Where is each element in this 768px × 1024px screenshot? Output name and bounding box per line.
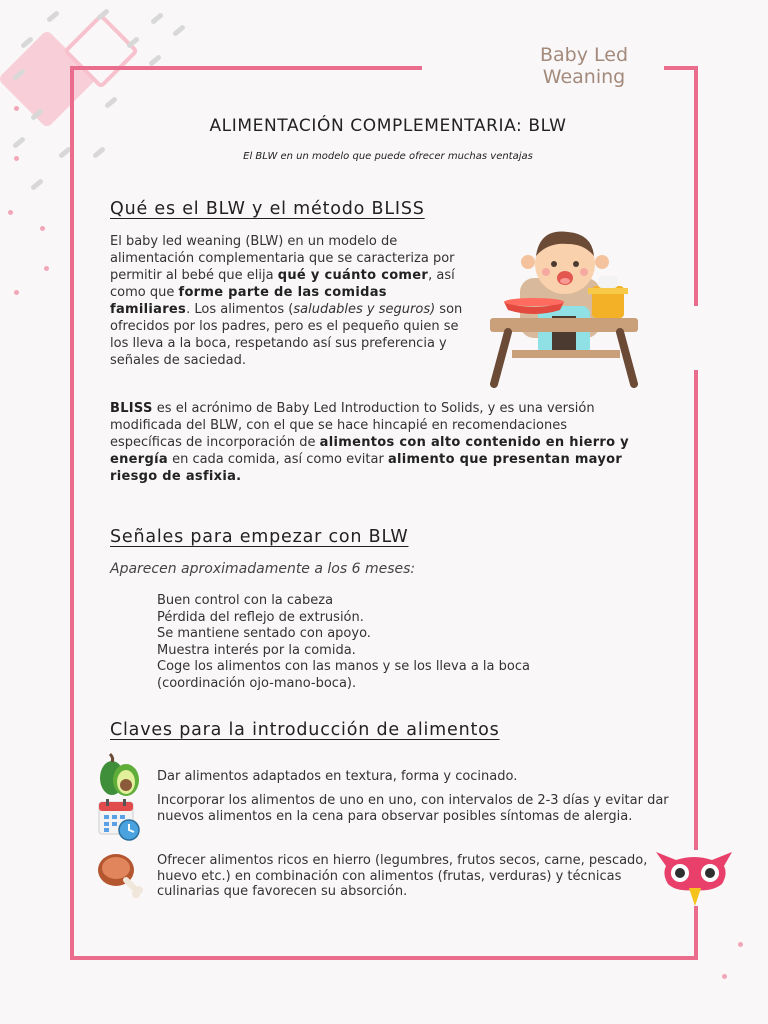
list-item: Se mantiene sentado con apoyo.: [157, 626, 371, 642]
section-title-keys: Claves para la introducción de alimentos: [110, 720, 500, 740]
signals-lead-text: Aparecen aproximadamente a los 6 meses:: [110, 561, 416, 577]
brand-line-2: Weaning: [542, 66, 626, 88]
avocado-icon: [96, 752, 142, 798]
frame-right-lower: [694, 906, 698, 960]
meat-icon: [96, 850, 146, 898]
frame-top-right: [664, 66, 696, 70]
key-text-iron: Ofrecer alimentos ricos en hierro (legumbres, frutos secos, carne, pescado, huevo etc.) en combinación con alimentos (frutas, verduras) y técnicas culinarias que favorecen su absorción.: [157, 853, 648, 899]
list-item: Muestra interés por la comida.: [157, 642, 356, 658]
italic-text: saludables y seguros): [293, 302, 436, 317]
decor-dot: [738, 942, 743, 947]
decor-dot: [14, 290, 19, 295]
calendar-clock-icon: [96, 798, 142, 842]
decor-dot: [8, 210, 13, 215]
text: , así como que: [110, 268, 455, 300]
paragraph-bliss-definition: [110, 400, 640, 485]
list-item: (coordinación ojo-mano-boca).: [157, 675, 357, 691]
frame-left: [70, 66, 74, 960]
list-item: Buen control con la cabeza: [157, 593, 334, 608]
frame-right-middle: [694, 370, 698, 850]
section-title-what-is-blw: Qué es el BLW y el método BLISS: [110, 199, 425, 219]
bold-text: BLISS: [110, 401, 153, 416]
brand-logo-text: [520, 44, 648, 88]
decor-dot: [722, 974, 727, 979]
text: son ofrecidos por los padres, pero es el pequeño quien se los lleva a la boca, respetando así sus preferencia y señales de saciedad.: [110, 302, 463, 368]
signals-list: [157, 593, 530, 693]
list-item: Coge los alimentos con las manos y se los lleva a la boca: [157, 659, 530, 675]
key-text-textures: Dar alimentos adaptados en textura, forma y cocinado.: [157, 769, 518, 784]
decor-dot: [44, 266, 49, 271]
brand-line-1: Baby Led: [539, 44, 629, 66]
page-subtitle: El BLW en un modelo que puede ofrecer muchas ventajas: [243, 151, 533, 162]
baby-highchair-icon: [488, 226, 640, 388]
section-title-signals: Señales para empezar con BLW: [110, 527, 409, 547]
paragraph-blw-definition: [110, 233, 470, 369]
text: es el acrónimo de Baby Led Introduction to Solids, y es una versión modificada del BLW, con el que se hace hincapié en recomendaciones específicas de incorporación de: [110, 401, 595, 450]
key-text-one-by-one: Incorporar los alimentos de uno en uno, con intervalos de 2-3 días y evitar dar nuevos alimentos en la cena para observar posibles síntomas de alergia.: [157, 793, 669, 824]
frame-top-left: [70, 66, 422, 70]
bold-text: alimento que presentan mayor riesgo de asfixia.: [110, 452, 623, 484]
decor-dot: [40, 226, 45, 231]
frame-bottom: [70, 956, 698, 960]
owl-logo-icon: [654, 848, 736, 910]
bold-text: qué y cuánto comer: [277, 268, 429, 283]
bold-text: forme parte de las comidas familiares: [110, 285, 387, 317]
text: El baby led weaning (BLW) en un modelo de alimentación complementaria que se caracteriza por permitir al bebé que elija: [110, 234, 455, 283]
decor-dot: [14, 106, 19, 111]
list-item: Pérdida del reflejo de extrusión.: [157, 609, 364, 625]
page-title: ALIMENTACIÓN COMPLEMENTARIA: BLW: [209, 116, 567, 136]
frame-right-upper: [694, 66, 698, 306]
text: . Los alimentos (: [186, 302, 294, 317]
decor-dot: [14, 156, 19, 161]
text: en cada comida, así como evitar: [167, 452, 388, 467]
bold-text: alimentos con alto contenido en hierro y energía: [110, 435, 629, 467]
